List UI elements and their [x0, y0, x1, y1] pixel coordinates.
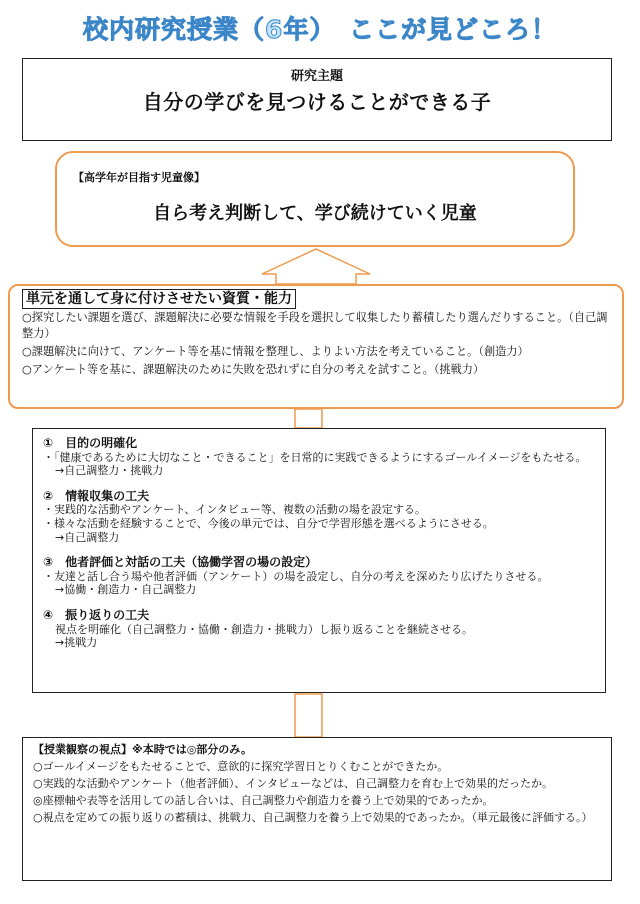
- measure-result: →協働・創造力・自己調整力: [55, 583, 197, 597]
- observation-title: 【授業観察の視点】※本時では◎部分のみ。: [33, 743, 252, 756]
- skills-item: ○課題解決に向けて、アンケート等を基に情報を整理し、よりよい方法を考えていること。（創造力）: [22, 345, 529, 358]
- measure-line: 視点を明確化（自己調整力・協働・創造力・挑戦力）し振り返ることを継続させる。: [55, 622, 473, 636]
- observation-box: [22, 737, 612, 881]
- connector-bar-top: [295, 409, 322, 428]
- measure-section: [43, 556, 595, 597]
- observation-item: ○ゴールイメージをもたせることで、意欲的に探究学習日とりくむことができたか。: [33, 760, 449, 773]
- measure-line: ・様々な活動を経験することで、今後の単元では、自分で学習形態を選べるようにさせる。: [43, 516, 494, 530]
- measure-title: ② 情報収集の工夫: [43, 488, 150, 503]
- measure-result: →自己調整力: [55, 530, 120, 544]
- research-theme-box: [22, 58, 612, 141]
- measure-result: →挑戦力: [55, 636, 98, 650]
- observation-item: ○実践的な活動やアンケート（他者評価）、インタビューなどは、自己調整力を育む上で効果的だったか。: [33, 777, 553, 790]
- target-child-label: 【高学年が目指す児童像】: [73, 171, 205, 184]
- target-child-text: 自ら考え判断して、学び続けていく児童: [153, 203, 477, 224]
- measure-result: →自己調整力・挑戦力: [55, 464, 164, 478]
- measure-title: ④ 振り返りの工夫: [43, 607, 150, 622]
- skills-item: ○アンケート等を基に、課題解決のために失敗を恐れずに自分の考えを試すこと。（挑戦力）: [22, 363, 485, 376]
- observation-item: ○視点を定めての振り返りの蓄積は、挑戦力、自己調整力を養う上で効果的であったか。（単元最後に評価する。）: [33, 811, 593, 824]
- measure-line: ・「健康であるために大切なこと・できること」を日常的に実践できるようにするゴールイメージをもたせる。: [43, 450, 587, 464]
- skills-heading: 単元を通して身に付けさせたい資質・能力: [22, 289, 296, 309]
- page-title: 校内研究授業（6年） ここが見どころ！: [83, 15, 557, 44]
- measure-line: ・実践的な活動やアンケート、インタビュー等、複数の活動の場を設定する。: [43, 503, 426, 517]
- measure-title: ① 目的の明確化: [43, 436, 138, 450]
- measure-title: ③ 他者評価と対話の工夫（協働学習の場の設定）: [43, 555, 318, 570]
- research-theme-text: 自分の学びを見つけることができる子: [142, 90, 492, 114]
- up-arrow-icon: [262, 249, 370, 284]
- connector-bar-bottom: [295, 694, 322, 737]
- skills-box: [8, 284, 624, 409]
- measure-line: ・友達と話し合う場や他者評価（アンケート）の場を設定し、自分の考えを深めたり広げたりさせる。: [43, 569, 549, 583]
- measure-section: [43, 490, 595, 544]
- research-theme-label: 研究主題: [290, 69, 343, 84]
- observation-item: ◎座標軸や表等を活用しての話し合いは、自己調整力や創造力を養う上で効果的であったか。: [33, 794, 494, 807]
- skills-list: [22, 310, 616, 380]
- target-child-box: [55, 151, 575, 247]
- skills-item: ○探究したい課題を選び、課題解決に必要な情報を手段を選択して収集したり蓄積したり選んだりすること。（自己調整力）: [22, 311, 608, 340]
- measure-section: [43, 437, 595, 478]
- measures-box: [32, 428, 606, 693]
- measure-section: [43, 609, 595, 650]
